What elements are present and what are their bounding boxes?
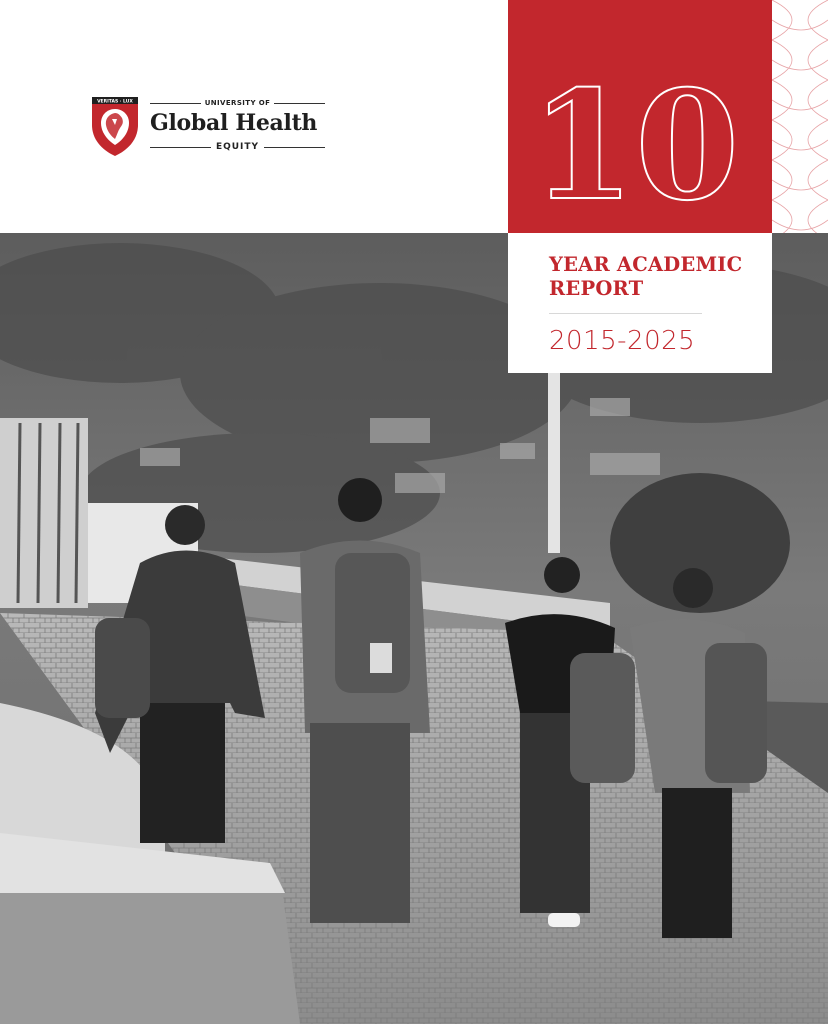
ten-number: 10 [530,58,740,233]
report-card [508,233,772,373]
svg-text:VERITAS · LUX: VERITAS · LUX [97,99,133,105]
equity-label: EQUITY [215,142,260,152]
equity-line [150,141,325,153]
university-of-line [150,96,325,110]
ten-badge [508,0,772,233]
logo-name: Global Health [150,110,318,136]
lion-shield-icon [90,95,140,157]
report-title: YEAR ACADEMIC REPORT [549,253,743,300]
university-logo [90,95,330,160]
report-divider [549,313,702,314]
university-of-label: UNIVERSITY OF [204,99,271,107]
decorative-pattern [772,0,828,233]
report-years: 2015-2025 [549,326,696,356]
